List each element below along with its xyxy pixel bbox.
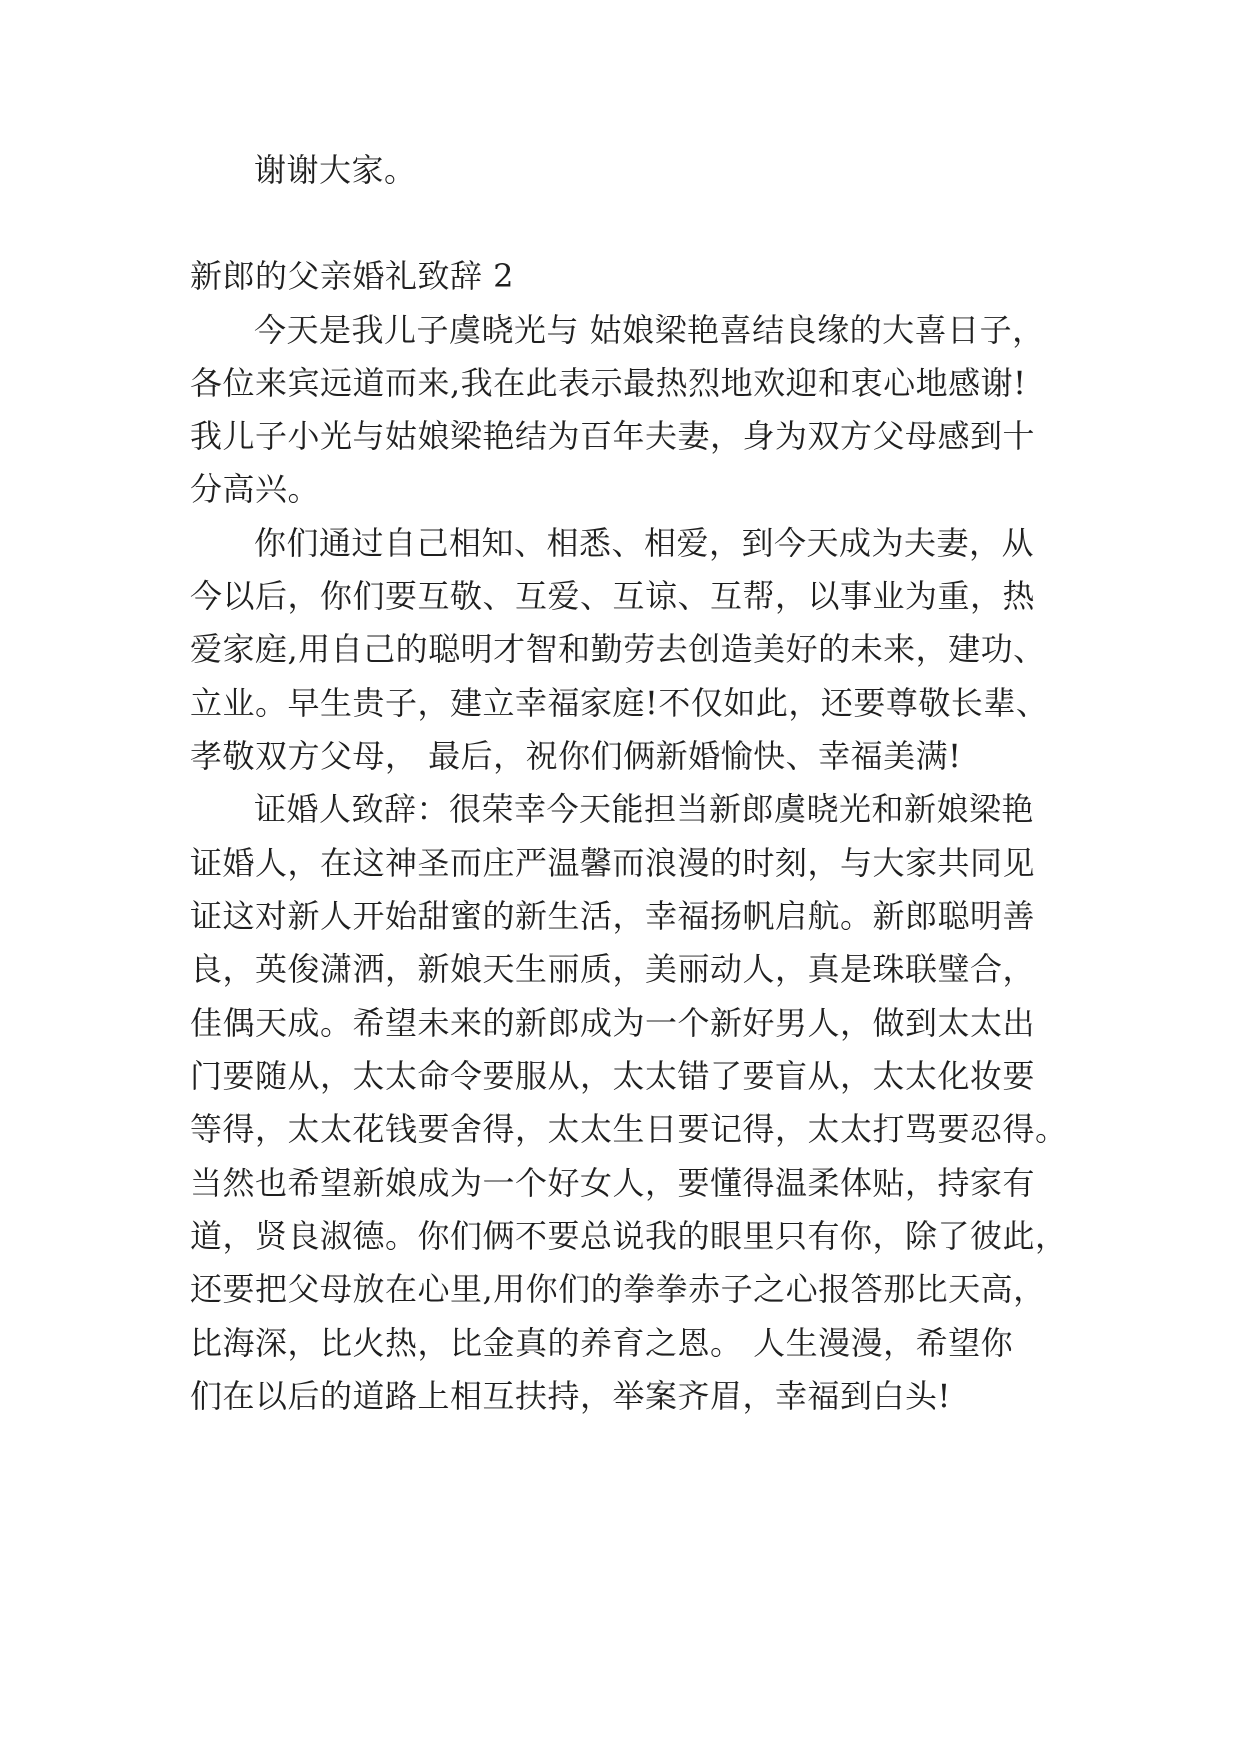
- paragraph-line: 证婚人致辞：很荣幸今天能担当新郎虞晓光和新娘梁艳: [254, 790, 1035, 828]
- paragraph-line: 证这对新人开始甜蜜的新生活，幸福扬帆启航。新郎聪明善: [190, 897, 1036, 935]
- paragraph-line: 分高兴。: [190, 470, 321, 508]
- paragraph-line: 比海深，比火热，比金真的养育之恩。 人生漫漫，希望你: [190, 1324, 1014, 1362]
- paragraph-line: 道，贤良淑德。你们俩不要总说我的眼里只有你，除了彼此，: [190, 1217, 1068, 1255]
- paragraph-line: 门要随从，太太命令要服从，太太错了要盲从，太太化妆要: [190, 1057, 1036, 1095]
- section-heading: 新郎的父亲婚礼致辞 2: [190, 257, 515, 295]
- paragraph-line: 立业。早生贵子，建立幸福家庭!不仅如此，还要尊敬长辈、: [190, 684, 1049, 722]
- paragraph-line: 们在以后的道路上相互扶持，举案齐眉，幸福到白头!: [190, 1377, 951, 1415]
- paragraph-line: 等得，太太花钱要舍得，太太生日要记得，太太打骂要忍得。: [190, 1110, 1068, 1148]
- paragraph-line: 证婚人，在这神圣而庄严温馨而浪漫的时刻，与大家共同见: [190, 844, 1036, 882]
- paragraph-line: 爱家庭,用自己的聪明才智和勤劳去创造美好的未来，建功、: [190, 630, 1046, 668]
- paragraph-line: 各位来宾远道而来,我在此表示最热烈地欢迎和衷心地感谢!: [190, 364, 1027, 402]
- paragraph-line: 今以后，你们要互敬、互爱、互谅、互帮，以事业为重，热: [190, 577, 1036, 615]
- paragraph-line: 佳偶天成。希望未来的新郎成为一个新好男人，做到太太出: [190, 1004, 1036, 1042]
- closing-line: 谢谢大家。: [254, 151, 417, 189]
- paragraph-line: 还要把父母放在心里,用你们的拳拳赤子之心报答那比天高，: [190, 1270, 1046, 1308]
- paragraph-line: 今天是我儿子虞晓光与 姑娘梁艳喜结良缘的大喜日子，: [254, 311, 1045, 349]
- paragraph-line: 良，英俊潇洒，新娘天生丽质，美丽动人，真是珠联璧合，: [190, 950, 1036, 988]
- paragraph-line: 你们通过自己相知、相悉、相爱，到今天成为夫妻，从: [254, 524, 1035, 562]
- paragraph-line: 孝敬双方父母， 最后，祝你们俩新婚愉快、幸福美满!: [190, 737, 962, 775]
- paragraph-line: 我儿子小光与姑娘梁艳结为百年夫妻，身为双方父母感到十: [190, 417, 1036, 455]
- paragraph-line: 当然也希望新娘成为一个好女人，要懂得温柔体贴，持家有: [190, 1164, 1036, 1202]
